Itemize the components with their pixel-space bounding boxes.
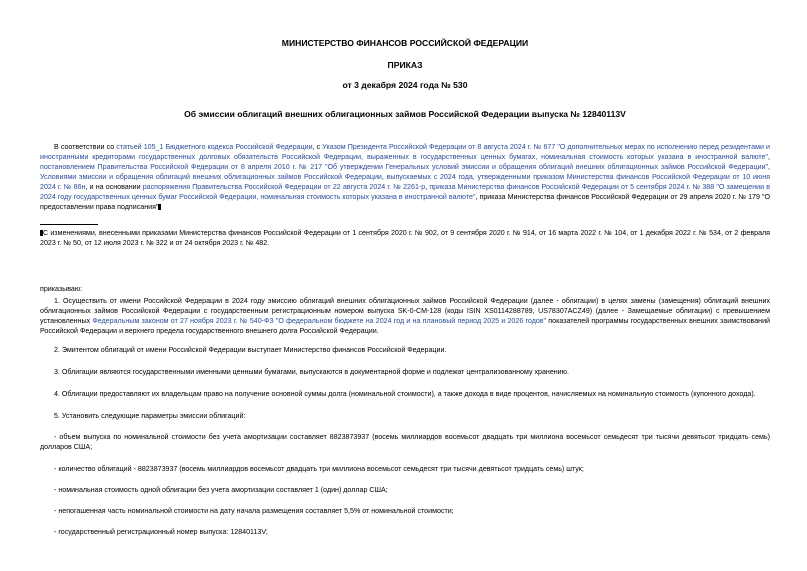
param-item: - непогашенная часть номинальной стоимости на дату начала размещения составляет 5,5% от номинальной стоимости;	[54, 507, 454, 515]
link-ministry-order[interactable]: приказа Министерства финансов Российской Федерации от 5 сентября 2024 г. № 388 "О замещении в 2024 году государственных ценных бумаг Российской Федерации, номинальная стоимость которых указана в иностранной валюте"	[40, 183, 770, 201]
link-federal-budget-law[interactable]: Федеральным законом от 27 ноября 2023 г. № 540-ФЗ "О федеральном бюджете на 2024 год и на плановый период 2025 и 2026 годов"	[92, 317, 547, 325]
footnote-divider	[40, 224, 98, 225]
footnote-marker-icon	[158, 204, 161, 210]
footnote-text: С изменениями, внесенными приказами Министерства финансов Российской Федерации от 1 сентября 2020 г. № 902, от 9 сентября 2020 г. № 914, от 16 марта 2022 г. № 104, от 1 декабря 2022 г. № 534, от 2 февраля 2023 г. № 50, от 12 июля 2023 г. № 322 и от 24 октября 2023 г. № 482.	[40, 229, 770, 247]
link-government-order[interactable]: распоряжения Правительства Российской Федерации от 22 августа 2024 г. № 2261-р	[142, 183, 426, 191]
ministry-heading: МИНИСТЕРСТВО ФИНАНСОВ РОССИЙСКОЙ ФЕДЕРАЦИИ	[281, 38, 529, 48]
link-budget-code[interactable]: статьей 105_1 Бюджетного кодекса Российской Федерации	[116, 143, 313, 151]
param-item: - государственный регистрационный номер выпуска: 12840113V;	[54, 528, 268, 536]
item-4: 4. Облигации предоставляют их владельцам право на получение основной суммы долга (номинальной стоимости), а также дохода в виде процентов, начисляемых на номинальную стоимость (купонного дохода).	[54, 390, 756, 398]
item-1: 1. Осуществить от имени Российской Федерации в 2024 году эмиссию облигаций внешних облигационных займов Российской Федерации (далее - облигации) в целях замены (замещения) облигаций внешних облигационных займов Российской Федерации с государственным регистрационным номером выпуска SK-0-CM-128 (коды ISIN XS0114288789, US78307ACZ49) (далее - Замещаемые облигации) с превышением установленных Федеральным законом от 27 ноября 2023 г. № 540-ФЗ "О федеральном бюджете на 2024 год и на плановый период 2025 и 2026 годов" показателей программы государственных внешних заимствований Российской Федерации и верхнего предела государственного внешнего долга Российской Федерации.	[40, 297, 770, 335]
param-item: - номинальная стоимость одной облигации без учета амортизации составляет 1 (один) доллар США;	[54, 486, 388, 494]
item-3: 3. Облигации являются государственными именными ценными бумагами, выпускаются в документарной форме и подлежат централизованному хранению.	[54, 368, 569, 376]
order-word: приказываю:	[40, 285, 83, 293]
link-government-resolution[interactable]: постановлением Правительства Российской Федерации от 8 апреля 2010 г. № 217 "Об утверждении Генеральных условий эмиссии и обращения облигаций внешних облигационных займов Российской Федерации"	[40, 163, 769, 171]
page-title: Об эмиссии облигаций внешних облигационных займов Российской Федерации выпуска № 12840113V	[184, 109, 626, 119]
preamble-paragraph: В соответствии со статьей 105_1 Бюджетного кодекса Российской Федерации, с Указом Президента Российской Федерации от 8 августа 2024 г. № 677 "О дополнительных мерах по исполнению перед резидентами и иностранными кредиторами государственных долговых обязательств Российской Федерации, выраженных в государственных ценных бумагах, номинальная стоимость которых указана в иностранной валюте", постановлением Правительства Российской Федерации от 8 апреля 2010 г. № 217 "Об утверждении Генеральных условий эмиссии и обращения облигаций внешних облигационных займов Российской Федерации", Условиями эмиссии и обращения облигаций внешних облигационных займов Российской Федерации, выпускаемых с 2024 года, утвержденными приказом Министерства финансов Российской Федерации от 10 июня 2024 г. № 86н, и на основании распоряжения Правительства Российской Федерации от 22 августа 2024 г. № 2261-р, приказа Министерства финансов Российской Федерации от 5 сентября 2024 г. № 388 "О замещении в 2024 году государственных ценных бумаг Российской Федерации, номинальная стоимость которых указана в иностранной валюте", приказа Министерства финансов Российской Федерации от 29 апреля 2020 г. № 179 "О предоставлении права подписания"	[40, 143, 770, 211]
link-emission-conditions[interactable]: Условиями эмиссии и обращения облигаций внешних облигационных займов Российской Федерации, выпускаемых с 2024 года, утвержденными приказом Министерства финансов Российской Федерации от 10 июня 2024 г. № 86н	[40, 173, 770, 191]
doc-type-heading: ПРИКАЗ	[387, 60, 423, 70]
date-line: от 3 декабря 2024 года № 530	[342, 80, 468, 90]
param-item: - количество облигаций - 8823873937 (восемь миллиардов восемьсот двадцать три миллиона восемьсот семьдесят три тысячи девятьсот тридцать семь) штук;	[54, 465, 584, 473]
item-5: 5. Установить следующие параметры эмиссии облигаций:	[54, 412, 246, 420]
param-item: - объем выпуска по номинальной стоимости без учета амортизации составляет 8823873937 (восемь миллиардов восемьсот двадцать три миллиона восемьсот семьдесят три тысячи девятьсот тридцать семь) долларов США;	[40, 433, 770, 451]
item-2: 2. Эмитентом облигаций от имени Российской Федерации выступает Министерство финансов Российской Федерации.	[54, 346, 447, 354]
link-presidential-decree[interactable]: Указом Президента Российской Федерации от 8 августа 2024 г. № 677 "О дополнительных мерах по исполнению перед резидентами и иностранными кредиторами государственных долговых обязательств Российской Федерации, выраженных в государственных ценных бумагах, номинальная стоимость которых указана в иностранной валюте"	[40, 143, 770, 161]
